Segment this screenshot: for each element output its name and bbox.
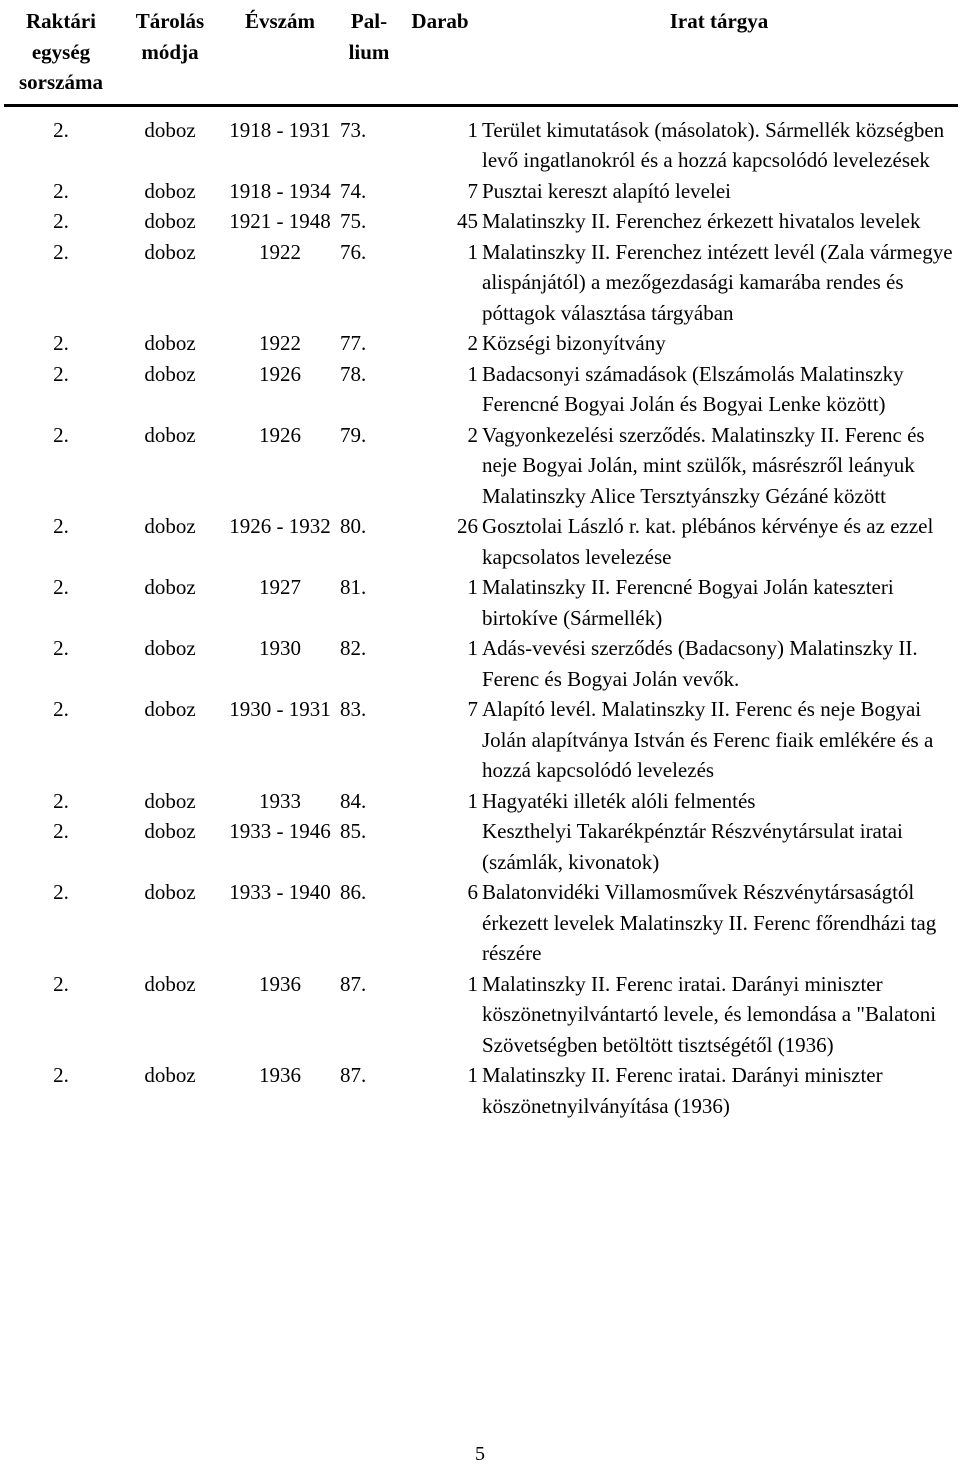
cell-count: 1 (467, 361, 478, 386)
table-row (4, 206, 958, 237)
header-year: Évszám (222, 6, 338, 105)
cell-subject: Malatinszky II. Ferenchez érkezett hivatalos levelek (482, 209, 921, 233)
cell-unit-number: 2. (53, 361, 69, 386)
cell-unit-number: 2. (53, 636, 69, 660)
cell-year: 1926 (259, 361, 301, 386)
table-row (4, 237, 958, 329)
cell-pallium: 73. (340, 117, 367, 142)
table-row (4, 694, 958, 786)
cell-storage-method: doboz (144, 117, 196, 142)
cell-storage-method: doboz (144, 209, 196, 233)
cell-pallium: 78. (340, 361, 367, 386)
cell-storage-method: doboz (144, 575, 196, 599)
cell-pallium: 87. (340, 1063, 367, 1087)
cell-unit-number: 2. (53, 331, 69, 355)
cell-unit-number: 2. (53, 971, 69, 996)
cell-year: 1918 - 1934 (229, 178, 331, 203)
cell-count (400, 816, 480, 877)
cell-pallium: 86. (340, 880, 367, 904)
cell-storage-method: doboz (144, 1063, 196, 1087)
cell-year: 1927 (259, 575, 301, 599)
cell-count: 1 (467, 117, 478, 142)
cell-count: 6 (467, 880, 478, 904)
table-row (4, 969, 958, 1061)
cell-storage-method: doboz (144, 239, 196, 264)
cell-year: 1933 (259, 788, 301, 813)
cell-subject: Terület kimutatások (másolatok). Sármellék községben levő ingatlanokról és a hozzá kapcsolódó levelezések (482, 117, 945, 172)
cell-storage-method: doboz (144, 331, 196, 355)
table-row (4, 816, 958, 877)
table-row (4, 511, 958, 572)
cell-pallium: 76. (340, 239, 367, 264)
cell-year: 1930 (259, 636, 301, 660)
cell-pallium: 85. (340, 819, 367, 843)
cell-subject: Alapító levél. Malatinszky II. Ferenc és neje Bogyai Jolán alapítványa István és Ferenc fiaik emlékére és a hozzá kapcsolódó levelezés (482, 697, 934, 782)
cell-count: 45 (457, 209, 478, 233)
cell-count: 1 (467, 239, 478, 264)
cell-count: 1 (467, 971, 478, 996)
cell-storage-method: doboz (144, 819, 196, 843)
table-header (4, 6, 958, 105)
table-row (4, 420, 958, 512)
header-subject: Irat tárgya (480, 6, 958, 105)
cell-year: 1933 - 1946 (229, 819, 331, 843)
cell-pallium: 77. (340, 331, 367, 355)
cell-pallium: 83. (340, 697, 367, 721)
cell-count: 1 (467, 636, 478, 660)
cell-count: 7 (467, 697, 478, 721)
cell-unit-number: 2. (53, 575, 69, 599)
cell-unit-number: 2. (53, 1063, 69, 1087)
archive-records-table (4, 6, 958, 1121)
header-count: Darab (400, 6, 480, 105)
table-row (4, 877, 958, 969)
table-row (4, 176, 958, 207)
header-pallium: Pal- lium (338, 6, 400, 105)
cell-subject: Pusztai kereszt alapító levelei (482, 178, 731, 203)
table-row (4, 633, 958, 694)
cell-subject: Keszthelyi Takarékpénztár Részvénytársulat iratai (számlák, kivonatok) (482, 819, 903, 874)
table-row (4, 786, 958, 817)
cell-subject: Badacsonyi számadások (Elszámolás Malatinszky Ferencné Bogyai Jolán és Bogyai Lenke között) (482, 361, 904, 416)
cell-year: 1922 (259, 239, 301, 264)
cell-subject: Adás-vevési szerződés (Badacsony) Malatinszky II. Ferenc és Bogyai Jolán vevők. (482, 636, 918, 691)
cell-subject: Malatinszky II. Ferenc iratai. Darányi miniszter köszönetnyilvántartó levele, és lemondása a "Balatoni Szövetségben betöltött tisztségétől (1936) (482, 971, 937, 1057)
header-row (4, 6, 958, 105)
cell-pallium: 79. (340, 422, 367, 447)
cell-year: 1918 - 1931 (229, 117, 331, 142)
cell-pallium: 74. (340, 178, 367, 203)
table-row (4, 105, 958, 176)
page-number: 5 (475, 1443, 485, 1465)
cell-unit-number: 2. (53, 209, 69, 233)
header-unit-number: Raktári egység sorszáma (4, 6, 118, 105)
cell-unit-number: 2. (53, 788, 69, 813)
table-row (4, 1060, 958, 1121)
cell-subject: Vagyonkezelési szerződés. Malatinszky II. Ferenc és neje Bogyai Jolán, mint szülők, másrészről leányuk Malatinszky Alice Tersztyánszky Gézáné között (482, 422, 925, 508)
cell-pallium: 80. (340, 514, 367, 538)
cell-storage-method: doboz (144, 514, 196, 538)
cell-count: 26 (457, 514, 478, 538)
cell-unit-number: 2. (53, 880, 69, 904)
cell-storage-method: doboz (144, 971, 196, 996)
cell-subject: Községi bizonyítvány (482, 331, 666, 355)
cell-subject: Malatinszky II. Ferencné Bogyai Jolán kateszteri birtokíve (Sármellék) (482, 575, 894, 630)
cell-count: 2 (467, 422, 478, 447)
cell-count: 1 (467, 575, 478, 599)
cell-storage-method: doboz (144, 788, 196, 813)
cell-year: 1921 - 1948 (229, 209, 331, 233)
cell-storage-method: doboz (144, 361, 196, 386)
cell-year: 1926 - 1932 (229, 514, 331, 538)
cell-storage-method: doboz (144, 422, 196, 447)
cell-subject: Malatinszky II. Ferenchez intézett levél (Zala vármegye alispánjától) a mezőgezdasági kamarába rendes és póttagok választása tárgyában (482, 239, 953, 325)
cell-storage-method: doboz (144, 178, 196, 203)
cell-subject: Malatinszky II. Ferenc iratai. Darányi miniszter köszönetnyilványítása (1936) (482, 1063, 883, 1118)
cell-count: 2 (467, 331, 478, 355)
cell-pallium: 82. (340, 636, 367, 660)
cell-year: 1930 - 1931 (229, 697, 331, 721)
cell-pallium: 84. (340, 788, 367, 813)
cell-subject: Balatonvidéki Villamosművek Részvénytársaságtól érkezett levelek Malatinszky II. Ferenc főrendházi tag részére (482, 880, 937, 965)
cell-pallium: 75. (340, 209, 367, 233)
cell-year: 1933 - 1940 (229, 880, 331, 904)
table-row (4, 359, 958, 420)
cell-storage-method: doboz (144, 697, 196, 721)
cell-unit-number: 2. (53, 422, 69, 447)
cell-unit-number: 2. (53, 514, 69, 538)
table-row (4, 328, 958, 359)
cell-unit-number: 2. (53, 697, 69, 721)
header-storage-method: Tárolás módja (118, 6, 222, 105)
cell-subject: Gosztolai László r. kat. plébános kérvénye és az ezzel kapcsolatos levelezése (482, 514, 934, 569)
cell-year: 1926 (259, 422, 301, 447)
table-body (4, 105, 958, 1121)
cell-year: 1922 (259, 331, 301, 355)
cell-pallium: 81. (340, 575, 367, 599)
cell-storage-method: doboz (144, 636, 196, 660)
cell-subject: Hagyatéki illeték alóli felmentés (482, 788, 756, 813)
cell-count: 1 (467, 1063, 478, 1087)
cell-unit-number: 2. (53, 239, 69, 264)
cell-unit-number: 2. (53, 117, 69, 142)
cell-unit-number: 2. (53, 819, 69, 843)
cell-count: 7 (467, 178, 478, 203)
cell-year: 1936 (259, 971, 301, 996)
cell-storage-method: doboz (144, 880, 196, 904)
table-row (4, 572, 958, 633)
cell-count: 1 (467, 788, 478, 813)
cell-pallium: 87. (340, 971, 367, 996)
cell-year: 1936 (259, 1063, 301, 1087)
cell-unit-number: 2. (53, 178, 69, 203)
